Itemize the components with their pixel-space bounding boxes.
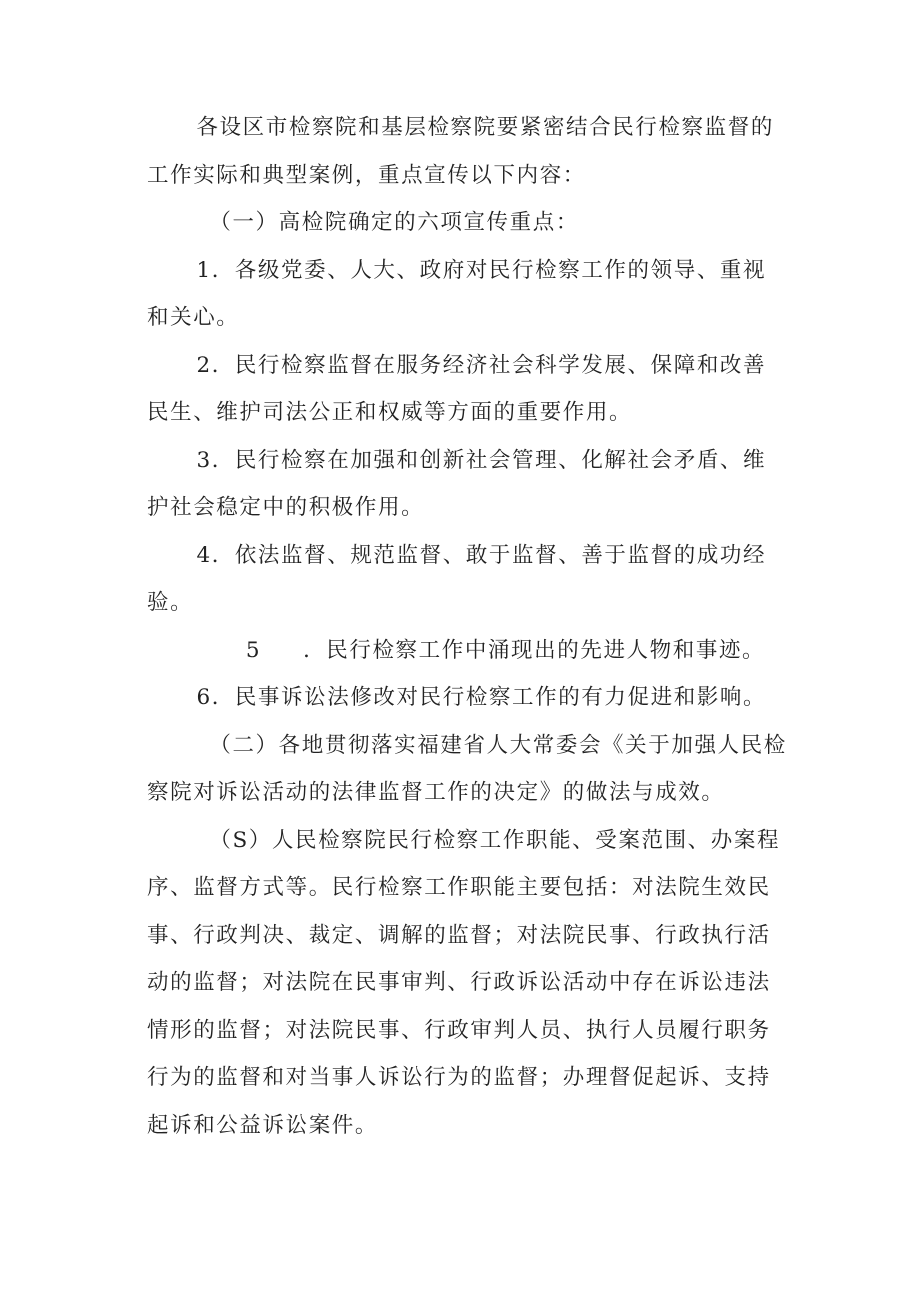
list-item-1 (147, 247, 783, 342)
text-line: 和关心。 (147, 305, 240, 330)
list-item-5 (147, 627, 783, 675)
text-line: 1．各级党委、人大、政府对民行检察工作的领导、重视 (196, 257, 767, 283)
document-body (147, 104, 787, 1149)
text-line: 各设区市检察院和基层检察院要紧密结合民行检察监督的 (196, 115, 774, 140)
text-line: 序、监督方式等。民行检察工作职能主要包括：对法院生效民 (147, 875, 771, 900)
list-number: 5 (245, 637, 262, 663)
text-line: （一）高检院确定的六项宣传重点： (209, 210, 579, 235)
text-line: 护社会稳定中的积极作用。 (147, 495, 425, 520)
text-line (147, 627, 783, 675)
text-line: 4．依法监督、规范监督、敢于监督、善于监督的成功经 (196, 542, 767, 568)
text-line: 事、行政判决、裁定、调解的监督；对法院民事、行政执行活 (147, 922, 771, 948)
text-line: 动的监督；对法院在民事审判、行政诉讼活动中存在诉讼违法 (147, 970, 771, 995)
text-line: 2．民行检察监督在服务经济社会科学发展、保障和改善 (196, 352, 767, 378)
text-line: 察院对诉讼活动的法律监督工作的决定》的做法与成效。 (147, 780, 725, 805)
text-line: 行为的监督和对当事人诉讼行为的监督；办理督促起诉、支持 (147, 1065, 771, 1090)
paragraph-section-three (147, 817, 783, 1150)
paragraph-section-two (147, 722, 787, 817)
text-line: 3．民行检察在加强和创新社会管理、化解社会矛盾、维 (196, 447, 767, 473)
text-line: 起诉和公益诉讼案件。 (147, 1112, 379, 1138)
text-line: 情形的监督；对法院民事、行政审判人员、执行人员履行职务 (147, 1017, 771, 1043)
list-item-3 (147, 437, 783, 532)
paragraph-intro (147, 104, 783, 199)
text-line: 民生、维护司法公正和权威等方面的重要作用。 (147, 400, 633, 425)
text-line: （二）各地贯彻落实福建省人大常委会《关于加强人民检 (209, 732, 787, 758)
paragraph-section-one-heading (147, 199, 783, 247)
text-line: （S）人民检察院民行检察工作职能、受案范围、办案程 (209, 827, 781, 853)
text-line: 工作实际和典型案例，重点宣传以下内容： (147, 162, 586, 188)
list-item-4 (147, 532, 783, 627)
list-item-2 (147, 342, 783, 437)
list-item-text: ．民行检察工作中涌现出的先进人物和事迹。 (303, 637, 766, 663)
text-line: 验。 (147, 590, 194, 615)
text-line: 6．民事诉讼法修改对民行检察工作的有力促进和影响。 (196, 685, 767, 710)
list-item-6 (147, 674, 783, 722)
